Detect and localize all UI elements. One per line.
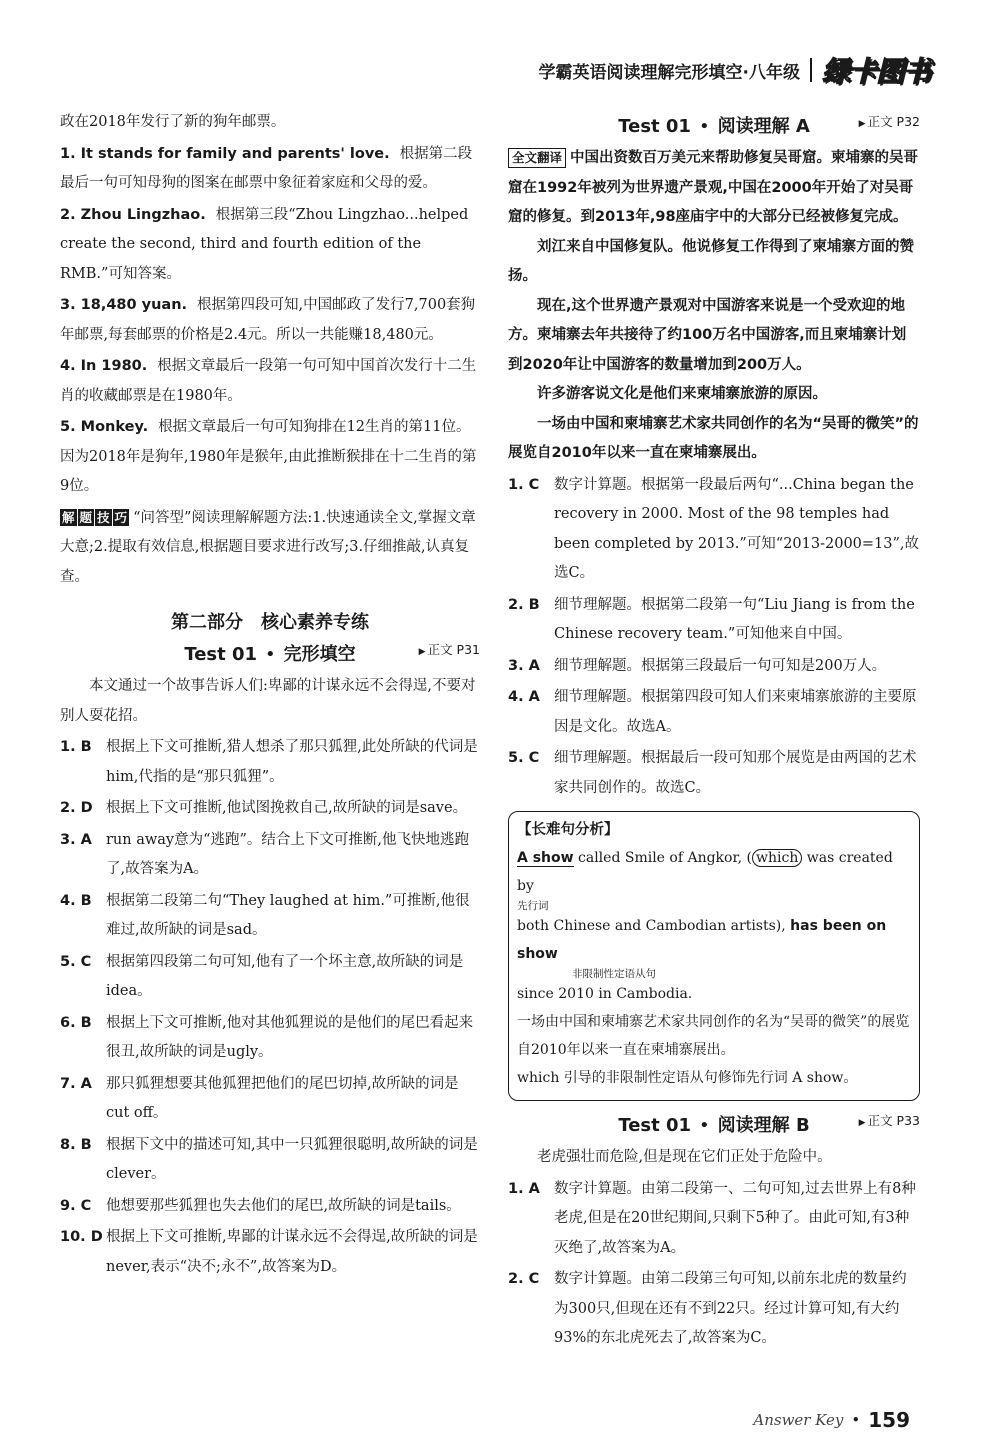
tip-text: “问答型”阅读理解解题方法:1.快速通读全文,掌握文章大意;2.提取有效信息,根据题目要求进行改写;3.仔细推敲,认真复查。 [60, 509, 476, 585]
answer-text: 细节理解题。根据第四段可知人们来柬埔寨旅游的主要原因是文化。故选A。 [554, 689, 917, 735]
tip-badge: 解 题 技 巧 [62, 510, 128, 525]
section-heading-cloze: Test 01 • 完形填空 ▶ 正文 P31 [184, 642, 480, 665]
translation-para-3: 现在,这个世界遗产景观对中国游客来说是一个受欢迎的地方。柬埔寨去年共接待了约100万名中国游客,而且柬埔寨计划到2020年让中国游客的数量增加到200万人。 [508, 297, 907, 373]
answer-item [60, 1131, 480, 1190]
analysis-translation: 一场由中国和柬埔寨艺术家共同创作的名为“吴哥的微笑”的展览自2010年以来一直在柬埔寨展出。 [517, 1014, 910, 1058]
triangle-icon: ▶ [858, 119, 866, 129]
cloze-summary: 本文通过一个故事告诉人们:卑鄙的计谋永远不会得逞,不要对别人耍花招。 [60, 678, 476, 724]
answer-item [60, 1009, 480, 1068]
answer-number: 10. D [60, 1229, 103, 1245]
answer-number: 3. A [60, 831, 92, 848]
answer-item [60, 140, 480, 199]
answers-list-3 [508, 471, 920, 804]
answer-item [60, 352, 480, 411]
answer-item [508, 1265, 920, 1354]
answer-text: 细节理解题。根据第三段最后一句可知是200万人。 [554, 657, 887, 674]
answer-text: 根据上下文可推断,猎人想杀了那只狐狸,此处所缺的代词是him,代指的是“那只狐狸”。 [106, 739, 478, 785]
triangle-icon: ▶ [418, 647, 426, 657]
answer-number: 7. A [60, 1075, 92, 1092]
answer-number: 5. C [60, 953, 92, 970]
page-reference: ▶ 正文 P33 [858, 1113, 920, 1128]
translation-tag: 全文翻译 [508, 148, 566, 168]
left-column [60, 108, 480, 1284]
answer-item [508, 652, 920, 682]
answer-item [60, 1070, 480, 1129]
answer-number: 1. It stands for family and parents' love. [60, 145, 390, 162]
reading-b-summary: 老虎强壮而危险,但是现在它们正处于危险中。 [537, 1149, 832, 1165]
answer-number: 3. A [508, 657, 540, 674]
translation-para-2: 刘江来自中国修复队。他说修复工作得到了柬埔寨方面的赞扬。 [508, 238, 914, 284]
answer-number: 8. B [60, 1136, 92, 1153]
translation-para-5: 一场由中国和柬埔寨艺术家共同创作的名为“吴哥的微笑”的展览自2010年以来一直在柬埔寨展出。 [508, 415, 919, 461]
answer-number: 2. B [508, 596, 540, 613]
answer-key-label: Answer Key [753, 1411, 844, 1429]
header-divider [810, 58, 812, 82]
answer-item [60, 887, 480, 946]
page-header [539, 50, 930, 90]
sentence-analysis-box [508, 811, 920, 1101]
answer-number: 5. Monkey. [60, 419, 149, 435]
answer-item [60, 413, 480, 502]
answer-item [508, 683, 920, 742]
answer-number: 3. 18,480 yuan. [60, 297, 188, 313]
analysis-sentence-line-1: A show called Smile of Angkor, ( which was created by [517, 850, 893, 894]
answer-text: 根据文章最后一段第一句可知中国首次发行十二生肖的收藏邮票是在1980年。 [60, 358, 477, 404]
answer-number: 4. B [60, 892, 92, 909]
answer-text: 那只狐狸想要其他狐狸把他们的尾巴切掉,故所缺的词是cut off。 [106, 1075, 459, 1121]
translation-para-1: 全文翻译 中国出资数百万美元来帮助修复吴哥窟。柬埔寨的吴哥窟在1992年被列为世界遗产景观,中国在2000年开始了对吴哥窟的修复。到2013年,98座庙宇中的大部分已经被修复完成。 [508, 150, 919, 225]
answer-number: 1. C [508, 476, 540, 493]
answers-list-2 [60, 733, 480, 1282]
page-reference: ▶ 正文 P32 [858, 114, 920, 129]
analysis-sentence-line-3: since 2010 in Cambodia. [517, 986, 693, 1002]
answer-text: 根据第三段“Zhou Lingzhao...helped create the second, third and fourth edition of the RMB.”可知答案。 [60, 206, 469, 282]
answer-text: 细节理解题。根据最后一段可知那个展览是由两国的艺术家共同创作的。故选C。 [554, 750, 917, 796]
series-title: 学霸英语阅读理解完形填空·八年级 [538, 62, 800, 83]
answer-item [508, 471, 920, 589]
answer-text: 数字计算题。由第二段第三句可知,以前东北虎的数量约为300只,但现在还有不到22只。经过计算可知,有大约93%的东北虎死去了,故答案为C。 [554, 1271, 907, 1346]
answer-text: 根据上下文可推断,卑鄙的计谋永远不会得逞,故所缺的词是never,表示“决不;永不”,故答案为D。 [106, 1229, 478, 1275]
answer-text: 根据上下文可推断,他试图挽救自己,故所缺的词是save。 [106, 800, 468, 816]
right-column [508, 108, 920, 1356]
brand-logo: 绿卡图书 [821, 55, 930, 88]
tip-paragraph [60, 504, 480, 593]
answer-number: 1. A [508, 1180, 540, 1197]
answer-text: 数字计算题。由第二段第一、二句可知,过去世界上有8种老虎,但是在20世纪期间,只剩下5种了。由此可知,有3种灭绝了,故答案为A。 [554, 1180, 916, 1256]
answer-item [60, 201, 480, 290]
answer-item [508, 744, 920, 803]
answer-text: 根据文章最后一句可知狗排在12生肖的第11位。因为2018年是狗年,1980年是猴年,由此推断猴排在十二生肖的第9位。 [60, 419, 477, 494]
answer-number: 2. C [508, 1271, 540, 1287]
answer-item [508, 1175, 920, 1264]
answer-text: 他想要那些狐狸也失去他们的尾巴,故所缺的词是tails。 [106, 1197, 461, 1214]
answers-list-1 [60, 140, 480, 502]
part-title: 第二部分 核心素养专练 [171, 612, 369, 633]
answer-text: 细节理解题。根据第二段第一句“Liu Jiang is from the Chinese recovery team.”可知他来自中国。 [554, 596, 915, 642]
answer-text: 根据下文中的描述可知,其中一只狐狸很聪明,故所缺的词是clever。 [106, 1136, 478, 1182]
answer-text: 根据第四段可知,中国邮政了发行7,700套狗年邮票,每套邮票的价格是2.4元。所以一共能赚18,480元。 [60, 297, 476, 343]
answer-number: 9. C [60, 1197, 92, 1214]
analysis-sentence-line-2: both Chinese and Cambodian artists), has been on show [517, 918, 887, 962]
answer-number: 4. In 1980. [60, 358, 148, 374]
answer-text: 根据第二段第二句“They laughed at him.”可推断,他很难过,故所缺的词是sad。 [106, 892, 470, 938]
answer-number: 2. Zhou Lingzhao. [60, 206, 206, 223]
answer-number: 4. A [508, 689, 540, 705]
answer-number: 6. B [60, 1014, 92, 1031]
page-number: 159 [868, 1408, 910, 1432]
analysis-title: 【长难句分析】 [517, 822, 619, 838]
answer-text: 根据第二段最后一句可知母狗的图案在邮票中象征着家庭和父母的爱。 [60, 145, 473, 191]
answer-item [60, 1223, 480, 1282]
note-antecedent: 先行词 [517, 900, 549, 912]
section-heading-reading-b: Test 01 • 阅读理解 B ▶ 正文 P33 [618, 1113, 920, 1136]
answer-number: 1. B [60, 739, 92, 755]
answers-list-4 [508, 1175, 920, 1354]
answer-item [60, 1192, 480, 1222]
section-heading-reading-a: Test 01 • 阅读理解 A ▶ 正文 P32 [618, 114, 920, 137]
answer-item [508, 591, 920, 650]
intro-text: 政在2018年发行了新的狗年邮票。 [60, 114, 286, 130]
answer-number: 5. C [508, 750, 540, 766]
answer-text: run away意为“逃跑”。结合上下文可推断,他飞快地逃跑了,故答案为A。 [106, 831, 470, 877]
answer-item [60, 291, 480, 350]
answer-item [60, 794, 480, 824]
answer-text: 根据上下文可推断,他对其他狐狸说的是他们的尾巴看起来很丑,故所缺的词是ugly。 [106, 1014, 474, 1060]
answer-item [60, 948, 480, 1007]
answer-text: 根据第四段第二句可知,他有了一个坏主意,故所缺的词是idea。 [106, 953, 464, 999]
answer-item [60, 733, 480, 792]
page-footer: Answer Key • 159 [753, 1408, 910, 1432]
analysis-explain: which 引导的非限制性定语从句修饰先行词 A show。 [517, 1070, 858, 1086]
translation-para-4: 许多游客说文化是他们来柬埔寨旅游的原因。 [537, 386, 827, 402]
answer-item [60, 826, 480, 885]
triangle-icon: ▶ [858, 1118, 866, 1128]
page-reference: ▶ 正文 P31 [418, 642, 480, 657]
answer-number: 2. D [60, 800, 93, 816]
answer-text: 数字计算题。根据第一段最后两句“...China began the recovery in 2000. Most of the 98 temples had been completed by 2013.”可知“2013-2000=13”,故选C。 [554, 476, 920, 581]
note-clause: 非限制性定语从句 [572, 968, 656, 980]
